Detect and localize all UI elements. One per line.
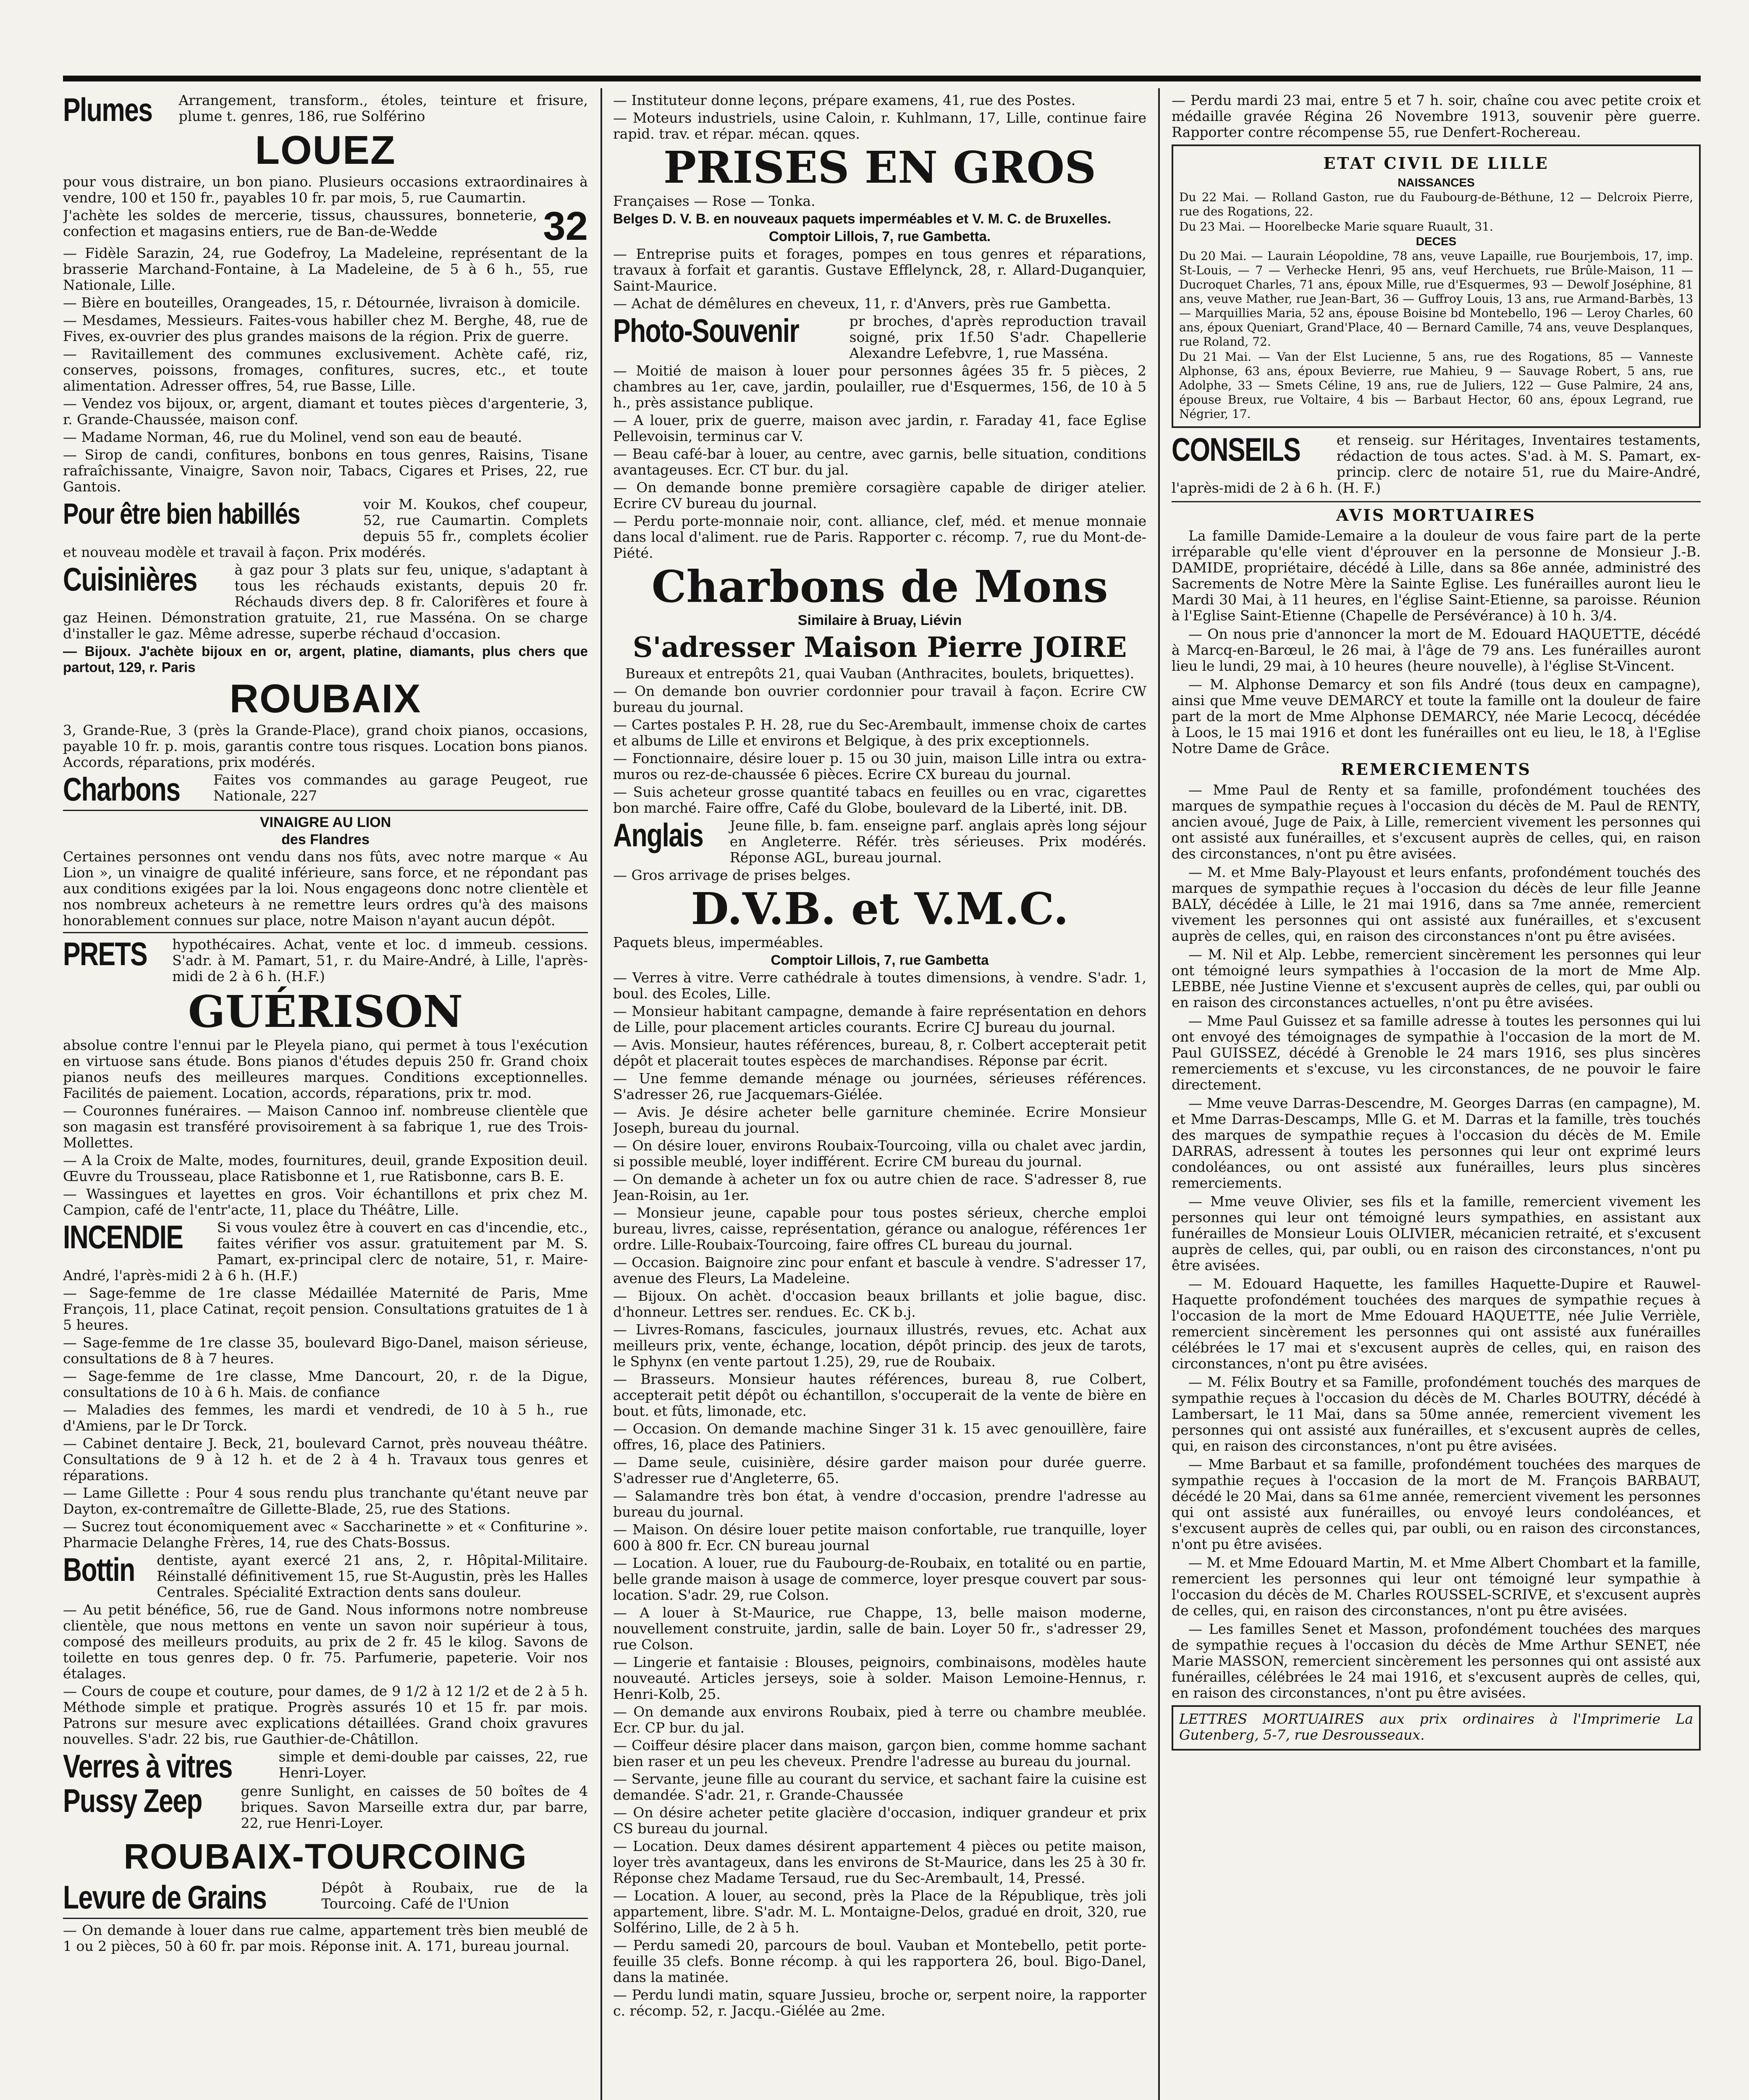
ad-sage2: — Sage-femme de 1re classe 35, boulevard Bigo-Danel, maison sérieuse, consultations de 8 à 7 heures. — [63, 1334, 588, 1367]
ad-salamandre: — Salamandre très bon état, à vendre d'occasion, prendre l'adresse au bureau du journal. — [613, 1488, 1146, 1520]
ad-conseils — [1172, 432, 1701, 498]
ad-moteurs: — Moteurs industriels, usine Caloin, r. Kuhlmann, 17, Lille, continue faire rapid. trav. et répar. mécan. qques. — [613, 110, 1146, 142]
ad-text: Jeune fille, b. fam. enseigne parf. anglais après long séjour en Angleterre. Référ. très sérieuses. Prix modérés. Réponse AGL, bureau journal. — [729, 817, 1146, 866]
ad-text: absolue contre l'ennui par le Pleyela piano, qui permet à tous l'exécution en virtuose sans étude. Bons pianos d'études depuis 250 fr. Grand choix pianos neufs des meilleures marques. Conditions exceptionnelles. Facilités de paiement. Location, accords, réparations, prix tr. mod. — [63, 1037, 588, 1101]
ad-avis: — Avis. Je désire acheter belle garniture cheminée. Ecrire Monsieur Joseph, bureau du journal. — [613, 1104, 1146, 1136]
ad-title: Plumes — [63, 92, 152, 128]
ad-text: Certaines personnes ont vendu dans nos fûts, avec notre marque « Au Lion », un vinaigre de qualité inférieure, sans force, et ne répondant pas aux conditions exigées par la loi. Nous engageons donc notre clientèle et nos nombreux acheteurs à ne remettre leurs ordres qu'à des maisons honorablement connues sur place, notre Maison n'ayant aucun dépôt. — [63, 848, 588, 929]
ad-sage1: — Sage-femme de 1re classe Médaillée Maternité de Paris, Mme François, 11, place Catinat, reçoit pension. Consultations gratuites de 1 à 5 heures. — [63, 1285, 588, 1333]
ad-entreprise: — Entreprise puits et forages, pompes en tous genres et réparations, travaux à forfait et garantis. Gustave Efflelynck, 28, r. Allard-Duganquier, Saint-Maurice. — [613, 246, 1146, 294]
ad-sirop: — Sirop de candi, confitures, bonbons en tous genres, Raisins, Tisane rafraîchissante, Vinaigre, Savon noir, Tabacs, Cigares et Prises, 22, rue Gantois. — [63, 446, 588, 495]
ad-title-prises: PRISES EN GROS — [663, 142, 1096, 193]
ad-dame: — Dame seule, cuisinière, désire garder maison pour durée guerre. S'adresser rue d'Angleterre, 65. — [613, 1454, 1146, 1486]
ad-plumes — [63, 92, 588, 127]
ad-text: hypothécaires. Achat, vente et loc. d immeub. cessions. S'adr. à M. Pamart, 51, r. du Maire-André, à Lille, l'après-midi de 2 à 6 h. (H.F.) — [172, 936, 588, 984]
remerciement-entry: — M. Nil et Alp. Lebbe, remercient sincèrement les personnes qui leur ont témoigné leurs sympathies à l'occasion de la mort de Mme Alp. LEBBE, née Justine Vienne et s'excusent auprès de celles, qui, par oubli ou en raison des circonstances actuelles, n'ont pu être avisées. — [1172, 946, 1701, 1011]
ad-title: INCENDIE — [63, 1218, 183, 1255]
ad-benefice: — Au petit bénéfice, 56, rue de Gand. Nous informons notre nombreuse clientèle, que nous mettons en vente un savon noir supérieur à tous, composé des meilleurs produits, au prix de 2 fr. 45 le kilog. Savons de toilette en tous genres dep. 0 fr. 75. Parfumerie, papeterie. Voir nos étalages. — [63, 1601, 588, 1682]
ad-text: voir M. Koukos, chef coupeur, 52, rue Caumartin. Complets depuis 55 fr., complets écolier et nouveau modèle et travail à façon. Prix modérés. — [63, 496, 588, 560]
ad-title: Cuisinières — [63, 561, 197, 598]
ad-title: CONSEILS — [1172, 431, 1301, 468]
top-rule — [63, 76, 1701, 81]
ad-bijoux: — Bijoux. J'achète bijoux en or, argent, platine, diamants, plus chers que partout, 129, r. Paris — [63, 643, 588, 675]
ad-second: — Location. A louer, au second, près la Place de la République, très joli appartement, libre. S'adr. M. L. Montaigne-Delos, gradué en droit, 320, rue Solférino, Lille, de 2 à 5 h. — [613, 1887, 1146, 1936]
divider — [63, 810, 588, 811]
ad-soldes — [63, 204, 588, 249]
ad-norman: — Madame Norman, 46, rue du Molinel, vend son eau de beauté. — [63, 429, 522, 445]
ad-perdu-mardi: — Perdu mardi 23 mai, entre 5 et 7 h. soir, chaîne cou avec petite croix et médaille gravée Régina 26 Novembre 1913, souvenir père guerre. Rapporter contre récompense 55, rue Denfert-Rochereau. — [1172, 92, 1701, 140]
ad-verres-vitre: — Verres à vitre. Verre cathédrale à toutes dimensions, à vendre. S'adr. 1, boul. des Ecoles, Lille. — [613, 969, 1146, 1002]
ad-demande-louer: — On demande à louer dans rue calme, appartement très bien meublé de 1 ou 2 pièces, 50 à 60 fr. par mois. Réponse init. A. 171, bureau journal. — [63, 1922, 588, 1954]
remerciement-entry: — Mme Barbaut et sa famille, profondément touchées des marques de sympathie reçues à l'occasion de la mort de M. François BARBAUT, décédé le 20 Mai, dans sa 61me année, remercient vivement les personnes qui ont assisté aux funérailles, ou envoyé leurs condoléances, et s'excusent auprès de celles qui, par oubli, ou en raison des circonstances, n'ont pu être avisées. — [1172, 1456, 1701, 1552]
ad-wassingues: — Wassingues et layettes en gros. Voir échantillons et prix chez M. Campion, café de l'entr'acte, 11, place du Théâtre, Lille. — [63, 1186, 588, 1218]
ad-text: dentiste, ayant exercé 21 ans, 2, r. Hôpital-Militaire. Réinstallé définitivement 15, rue St-Augustin, près les Halles Centrales. Spécialité Extraction dents sans douleur. — [157, 1552, 588, 1600]
ad-verres — [63, 1749, 588, 1783]
ad-couronnes: — Couronnes funéraires. — Maison Cannoo inf. nombreuse clientèle que son magasin est transféré provisoirement à sa fabrique 1, rue des Trois-Mollettes. — [63, 1102, 588, 1151]
remerciement-entry: — Mme Paul Guissez et sa famille adresse à toutes les personnes qui lui ont envoyé des témoignages de sympathie à l'occasion de la mort de M. Paul GUISSEZ, décédé à Grenoble le 24 mars 1916, ses plus sincères remerciements et s'excuse, vu les circonstances, de ne pouvoir le faire directement. — [1172, 1013, 1701, 1093]
ad-tabacs: — Suis acheteur grosse quantité tabacs en feuilles ou en vrac, cigarettes bon marché. Faire offre, Café du Globe, boulevard de la Liberté, init. DB. — [613, 784, 1146, 816]
remerciement-entry: — M. et Mme Baly-Playoust et leurs enfants, profondément touchés des marques de sympathie reçues à l'occasion du décès de leur fille Jeanne BALY, décédée à Lille, le 21 mai 1916, dans sa 7me année, remercient vivement les personnes qui ont assisté aux funérailles, et s'excusent auprès de celles, qui, en raison des circonstances n'ont pu être avisées. — [1172, 864, 1701, 944]
ad-corsagiere: — On demande bonne première corsagière capable de diriger atelier. Ecrire CV bureau du journal. — [613, 479, 1146, 512]
ad-text: Bureaux et entrepôts 21, quai Vauban (Anthracites, boulets, briquettes). — [625, 665, 1135, 682]
etat-civil-title: ETAT CIVIL DE LILLE — [1323, 154, 1549, 173]
ad-text: à gaz pour 3 plats sur feu, unique, s'adaptant à tous les réchauds existants, depuis 20 fr. Réchauds divers dep. 8 fr. Calorifères et foure à gaz Heinen. Démonstration gratuite, 21, rue Masséna. On se charge d'installer le gaz. Même adresse, superbe réchaud d'occasion. — [63, 562, 588, 642]
ad-lingerie: — Lingerie et fantaisie : Blouses, peignoirs, combinaisons, modèles haute nouveauté. Articles jerseys, soie à solder. Maison Lemoine-Hennus, r. Henri-Kolb, 25. — [613, 1654, 1146, 1702]
ad-perdu-lundi: — Perdu lundi matin, square Jussieu, broche or, serpent noire, la rapporter c. récomp. 52, r. Jacqu.-Giélée au 2me. — [613, 1987, 1146, 2019]
ad-gros-prises: — Gros arrivage de prises belges. — [613, 867, 851, 883]
ad-fonctionnaire: — Fonctionnaire, désire louer p. 15 ou 30 juin, maison Lille intra ou extra-muros ou rez-de-chaussée 6 pièces. Ecrire CX bureau du journal. — [613, 750, 1146, 782]
deces-heading: DECES — [1416, 235, 1457, 248]
avis-mortuaires-title: AVIS MORTUAIRES — [1336, 506, 1537, 525]
ad-title-roubaix-tourcoing: ROUBAIX-TOURCOING — [123, 1837, 527, 1876]
ad-photo — [613, 313, 1146, 363]
ad-text: pour vous distraire, un bon piano. Plusieurs occasions extraordinaires à vendre, 100 et 150 fr., payables 10 fr. par mois, 5, rue Caumartin. — [63, 173, 588, 206]
deces-entry: Du 21 Mai. — Van der Elst Lucienne, 5 ans, rue des Rogations, 85 — Vanneste Alphonse, 63 ans, époux Bevierre, rue Mahieu, 9 — Sauvage Robert, 5 ans, rue Adolphe, 33 — Smets Céline, 19 ans, rue de Juliers, 122 — Guse Palmire, 24 ans, épouse Breux, rue Voltaire, 4 bis — Barbaut Hector, 60 ans, époux Legrand, rue Négrier, 17. — [1179, 350, 1693, 421]
ad-title: Anglais — [613, 816, 703, 853]
ad-number: 32 — [543, 204, 588, 249]
ad-text: Paquets bleus, imperméables. — [613, 934, 823, 950]
ad-title: Pussy Zeep — [63, 1782, 202, 1819]
ad-cordonnier: — On demande bon ouvrier cordonnier pour travail à façon. Ecrire CW bureau du journal. — [613, 683, 1146, 715]
remerciement-entry: — Mme veuve Olivier, ses fils et la famille, remercient vivement les personnes qui leur ont témoigné leurs sympathies, en assistant aux funérailles de Monsieur Louis OLIVIER, mécanicien retraité, et s'excusent auprès de celles, qui, par oubli, ou en raison des circonstances, n'ont pu être avisées. — [1172, 1193, 1701, 1273]
remerciement-entry: — Mme Paul de Renty et sa famille, profondément touchées des marques de sympathie reçues à l'occasion du décès de M. Paul de RENTY, ancien avoué, Juge de Paix, à Lille, remercient vivement les personnes qui ont assisté aux funérailles, et s'excusent auprès de celles, qui, en raison des circonstances, n'ont pu être avisées. — [1172, 782, 1701, 862]
ad-text: simple et demi-double par caisses, 22, rue Henri-Loyer. — [278, 1748, 588, 1781]
ad-servante: — Servante, jeune fille au courant du service, et sachant faire la cuisine est demandée. S'adr. 21, r. Grande-Chaussée — [613, 1771, 1146, 1803]
ad-text: et renseig. sur Héritages, Inventaires testaments, rédaction de tous actes. S'ad. à M. S. Pamart, ex-princip. clerc de notaire 51, rue du Maire-André, l'après-midi de 2 à 6 h. (H. F.) — [1172, 432, 1701, 496]
ad-singer: — Occasion. On demande machine Singer 31 k. 15 avec genouillère, faire offres, 16, place des Patiniers. — [613, 1420, 1146, 1453]
column-1 — [63, 92, 588, 2100]
ad-title-vinaigre: VINAIGRE AU LION — [260, 814, 391, 830]
ad-mesdames: — Mesdames, Messieurs. Faites-vous habiller chez M. Berghe, 48, rue de Fives, ex-ouvrier des plus grandes maisons de la région. Prix de guerre. — [63, 312, 588, 344]
ad-sub-vinaigre: des Flandres — [281, 832, 370, 848]
ad-title-dvb: D.V.B. et V.M.C. — [691, 883, 1069, 934]
remerciement-entry: — Mme veuve Darras-Descendre, M. Georges Darras (en campagne), M. et Mme Darras-Descamps, Mlle G. et M. Darras et la famille, très touchés des marques de sympathie reçues à l'occasion du décès de M. Emile DARRAS, adressent à toutes les personnes qui leur ont exprimé leurs condoléances, ou ont assisté aux funérailles, leurs plus sincères remerciements. — [1172, 1095, 1701, 1191]
ad-lame: — Lame Gillette : Pour 4 sous rendu plus tranchante qu'étant neuve par Dayton, ex-contremaître de Gillette-Blade, 25, rue des Stations. — [63, 1485, 588, 1517]
naissances-entry: Du 22 Mai. — Rolland Gaston, rue du Faubourg-de-Béthune, 12 — Delcroix Pierre, rue des Rogations, 22. — [1179, 190, 1693, 218]
ad-demelures: — Achat de démêlures en cheveux, 11, r. d'Anvers, près rue Gambetta. — [613, 295, 1112, 312]
ad-comptoir: Comptoir Lillois, 7, rue Gambetta. — [768, 228, 991, 244]
naissances-entry: Du 23 Mai. — Hoorelbecke Marie square Ruault, 31. — [1179, 220, 1494, 234]
etat-civil-box — [1172, 144, 1701, 428]
ad-biere: — Bière en bouteilles, Orangeades, 15, r. Détournée, livraison à domicile. — [63, 294, 581, 311]
ad-porte-monnaie: — Perdu porte-monnaie noir, cont. alliance, clef, méd. et menue monnaie dans local d'aliment. rue de Paris. Rapporter c. récomp. 7, rue du Mont-de-Piété. — [613, 513, 1146, 561]
divider — [1172, 501, 1701, 502]
ad-title: Charbons — [63, 771, 180, 808]
ad-belges: Belges D. V. B. en nouveaux paquets imperméables et V. M. C. de Bruxelles. — [613, 211, 1111, 226]
ad-sage3: — Sage-femme de 1re classe, Mme Dancourt, 20, r. de la Digue, consultations de 10 à 6 h. Mais. de confiance — [63, 1368, 588, 1400]
ad-text: Arrangement, transform., étoles, teinture et frisure, plume t. genres, 186, rue Solférino — [178, 92, 588, 124]
ad-desire-louer: — On désire louer, environs Roubaix-Tourcoing, villa ou chalet avec jardin, si possible meublé, loyer indifférent. Ecrire CM bureau du journal. — [613, 1137, 1146, 1170]
ad-text: Faites vos commandes au garage Peugeot, rue Nationale, 227 — [213, 772, 588, 804]
avis-entry: La famille Damide-Lemaire a la douleur de vous faire part de la perte irréparable qu'elle vient d'éprouver en la personne de Monsieur J.-B. DAMIDE, propriétaire, décédé à Lille, dans sa 86e année, administré des Sacrements de Notre Mère la Sainte Eglise. Les funérailles auront lieu le Mardi 30 Mai, à 11 heures, en l'église Saint-Etienne, sa paroisse. Réunion à l'Eglise Saint-Etienne (Chapelle de Persévérance) à 10 h. 3/4. — [1172, 528, 1701, 624]
column-2 — [613, 92, 1146, 2100]
ad-femme: — Une femme demande ménage ou journées, sérieuses références. S'adresser 26, rue Jacquemars-Giélée. — [613, 1070, 1146, 1102]
naissances-heading: NAISSANCES — [1398, 176, 1475, 189]
ad-glaciere: — On désire acheter petite glacière d'occasion, indiquer grandeur et prix CS bureau du journal. — [613, 1804, 1146, 1837]
remerciements-title: REMERCIEMENTS — [1341, 760, 1531, 779]
ad-title-roubaix: ROUBAIX — [229, 676, 422, 721]
lettres-mortuaires-box — [1172, 1705, 1701, 1751]
ad-bijoux: — Bijoux. On achèt. d'occasion beaux brillants et jolie bague, disc. d'honneur. Lettres ser. rendues. Ec. CK b.j. — [613, 1288, 1146, 1320]
ad-title: Pour être bien habillés — [63, 497, 300, 530]
ad-levure — [63, 1880, 588, 1914]
ad-croix-malte: — A la Croix de Malte, modes, fournitures, deuil, grande Exposition deuil. Œuvre du Trousseau, place Ratisbonne et 1, rue Ratisbonne, cars B. E. — [63, 1152, 588, 1184]
remerciement-entry: — M. Edouard Haquette, les familles Haquette-Dupire et Rauwel-Haquette profondément touchées des marques de sympathie reçues à l'occasion de la mort de Mme Edouard HAQUETTE, née Julie Verrièle, remercient sincèrement les personnes qui ont assisté aux funérailles célébrées le 17 mai et s'excusent auprès de celles, qui, en raison des circonstances, n'ont pu être avisées. — [1172, 1276, 1701, 1372]
ad-habilles — [63, 496, 588, 562]
ad-location2: — Location. Deux dames désirent appartement 4 pièces ou petite maison, loyer très avantageux, dans les environs de St-Maurice, dans les 25 à 30 fr. Réponse chez Madame Tersaud, rue du Sec-Arembault, 14, Pressé. — [613, 1838, 1146, 1886]
ad-title: PRETS — [63, 935, 147, 972]
remerciement-entry: — M. Félix Boutry et sa Famille, profondément touchés des marques de sympathie reçues à l'occasion du décès de M. Charles BOUTRY, décédé à Lambersart, le 11 Mai, dans sa 50me année, remercient vivement les personnes qui ont assisté aux funérailles, et s'excusent auprès de celles, qui, en raison des circonstances, n'ont pu être avisées. — [1172, 1374, 1701, 1454]
ad-cabinet: — Cabinet dentaire J. Beck, 21, boulevard Carnot, près nouveau théâtre. Consultations de 9 à 12 h. et de 2 à 4 h. Travaux tous genres et réparations. — [63, 1435, 588, 1483]
remerciement-entry: — M. et Mme Edouard Martin, M. et Mme Albert Chombart et la famille, remercient les personnes qui leur ont témoigné leur sympathie à l'occasion du décès de M. Charles ROUSSEL-SCRIVE, et s'excusent auprès de celles, qui, en raison des circonstances, n'ont pu être avisées. — [1172, 1554, 1701, 1619]
ad-title: Verres à vitres — [63, 1748, 232, 1785]
ad-pussy — [63, 1783, 588, 1833]
ad-text: J'achète les soldes de mercerie, tissus, chaussures, bonneterie, confection et magasins entiers, rue de Ban-de-Wedde — [63, 207, 538, 239]
ad-coiffeur: — Coiffeur désire placer dans maison, garçon bien, comme homme sachant bien raser et un peu les cheveux. Prendre l'adresse au bureau du journal. — [613, 1737, 1146, 1769]
ad-monsieur-jeune: — Monsieur jeune, capable pour tous postes sérieux, cherche emploi bureau, livres, caisse, représentation, gérance ou analogue, références 1er ordre. Lille-Roubaix-Tourcoing, faire offres CL bureau du journal. — [613, 1205, 1146, 1253]
ad-anglais — [613, 818, 1146, 867]
ad-bottin — [63, 1552, 588, 1602]
ad-title-louez: LOUEZ — [255, 128, 396, 173]
ad-text: Dépôt à Roubaix, rue de la Tourcoing. Café de l'Union — [321, 1880, 588, 1912]
ad-sub: Similaire à Bruay, Liévin — [797, 612, 962, 628]
ad-title-joire: S'adresser Maison Pierre JOIRE — [632, 631, 1127, 664]
ad-title-guerison: GUÉRISON — [188, 986, 463, 1037]
ad-moitie: — Moitié de maison à louer pour personnes âgées 35 fr. 5 pièces, 2 chambres au 1er, cave, jardin, poulailler, rue d'Esquermes, 156, de 10 à 5 h., près assistance publique. — [613, 362, 1146, 411]
lettres-mortuaires-text: LETTRES MORTUAIRES aux prix ordinaires à l'Imprimerie La Gutenberg, 5-7, rue Desrousseaux. — [1179, 1711, 1693, 1743]
ad-st-maurice: — A louer à St-Maurice, rue Chappe, 13, belle maison moderne, nouvellement construite, jardin, salle de bain. Loyer 50 fr., s'adresser 29, rue Colson. — [613, 1604, 1146, 1653]
ad-baignoire: — Occasion. Baignoire zinc pour enfant et bascule à vendre. S'adresser 17, avenue des Fleurs, La Madeleine. — [613, 1254, 1146, 1286]
ad-title: Photo-Souvenir — [613, 312, 799, 349]
ad-prets — [63, 937, 588, 986]
ad-monsieur: — Monsieur habitant campagne, demande à faire représentation en dehors de Lille, pour placement articles courants. Ecrire CJ bureau du journal. — [613, 1003, 1146, 1035]
ad-text: Si vous voulez être à couvert en cas d'incendie, etc., faites vérifier vos assur. gratuitement par M. S. Pamart, ex-principal clerc de notaire, 51, r. Maire-André, l'après-midi 2 à 6 h. (H.F.) — [63, 1219, 588, 1284]
ad-title-charbons-mons: Charbons de Mons — [651, 561, 1108, 612]
ad-fidele: — Fidèle Sarazin, 24, rue Godefroy, La Madeleine, représentant de la brasserie Marchand-Fontaine, à La Madeleine, de 5 à 6 h., 55, rue Nationale, Lille. — [63, 245, 588, 293]
ad-vendez: — Vendez vos bijoux, or, argent, diamant et toutes pièces d'argenterie, 3, r. Grande-Chaussée, maison conf. — [63, 395, 588, 428]
column-rule — [600, 88, 602, 2100]
ad-title: Levure de Grains — [63, 1879, 267, 1916]
column-rule — [1158, 88, 1160, 2100]
ad-text: 3, Grande-Rue, 3 (près la Grande-Place), grand choix pianos, occasions, payable 10 fr. p. mois, garantis contre tous risques. Location bons pianos. Accords, réparations, prix modérés. — [63, 722, 588, 770]
remerciement-entry: — Les familles Senet et Masson, profondément touchées des marques de sympathie reçues à l'occasion du décès de Mme Arthur SENET, née Marie MASSON, remercient sincèrement les personnes qui ont assisté aux funérailles, célébrées le 24 mai 1916, et s'excusent auprès de celles, qui, en raison des circonstances, n'ont pu être avisées. — [1172, 1621, 1701, 1701]
ad-entremise: — On demande aux environs Roubaix, pied à terre ou chambre meublée. Ecr. CP bur. du jal. — [613, 1704, 1146, 1736]
ad-comptoir: Comptoir Lillois, 7, rue Gambetta — [771, 952, 989, 968]
ad-text: genre Sunlight, en caisses de 50 boîtes de 4 briques. Savon Marseille extra dur, par barre, 22, rue Henri-Loyer. — [241, 1783, 588, 1831]
ad-brasseurs: — Brasseurs. Monsieur hautes références, bureau 8, rue Colbert, accepterait petit dépôt ou échantillon, s'occuperait de la vente de bière en bout. et fûts, limonade, etc. — [613, 1371, 1146, 1419]
ad-maladies: — Maladies des femmes, les mardi et vendredi, de 10 à 5 h., rue d'Amiens, par le Dr Torck. — [63, 1402, 588, 1434]
ad-cartes: — Cartes postales P. H. 28, rue du Sec-Arembault, immense choix de cartes et albums de Lille et environs et Belgique, à des prix exceptionnels. — [613, 717, 1146, 749]
ad-fox: — On demande à acheter un fox ou autre chien de race. S'adresser 8, rue Jean-Roisin, au 1er. — [613, 1171, 1146, 1203]
ad-ravitaillement: — Ravitaillement des communes exclusivement. Achète café, riz, conserves, poissons, fromages, confitures, sucres, etc., et toute alimentation. Adresser offres, 54, rue Basse, Lille. — [63, 346, 588, 394]
ad-sucrez: — Sucrez tout économiquement avec « Saccharinette » et « Confiturine ». Pharmacie Delanghe Frères, 14, rue des Chats-Bossus. — [63, 1518, 588, 1551]
ad-beau-cafe: — Beau café-bar à louer, au centre, avec garnis, belle situation, conditions avantageuses. Ecr. CT bur. du jal. — [613, 446, 1146, 478]
avis-entry: — M. Alphonse Demarcy et son fils André (tous deux en campagne), ainsi que Mme veuve DEMARCY et toute la famille ont la douleur de faire part de la mort de Mme Alphonse DEMARCY, née Marie Lecocq, décédée à Loos, le 15 mai 1916 et dont les funérailles ont eu lieu, le 18, à l'Eglise Notre Dame de Grâce. — [1172, 676, 1701, 756]
divider — [63, 932, 588, 933]
ad-livres: — Livres-Romans, fascicules, journaux illustrés, revues, etc. Achat aux meilleurs prix, vente, échange, location, dépôt princip. des jeux de tarots, le Sphynx (en vente partout 1.25), 29, rue de Roubaix. — [613, 1321, 1146, 1370]
ad-title: Bottin — [63, 1551, 135, 1588]
ad-maison: — Maison. On désire louer petite maison confortable, rue tranquille, loyer 600 à 800 fr. Ecr. CN bureau journal — [613, 1521, 1146, 1554]
ad-alouer: — A louer, prix de guerre, maison avec jardin, r. Faraday 41, face Eglise Pellevoisin, terminus car V. — [613, 412, 1146, 444]
ad-perdu-samedi: — Perdu samedi 20, parcours de boul. Vauban et Montebello, petit porte-feuille 35 clefs. Bonne récomp. à qui les rapportera 26, boul. Bigo-Danel, dans la matinée. — [613, 1937, 1146, 1985]
ad-location: — Location. A louer, rue du Faubourg-de-Roubaix, en totalité ou en partie, belle grande maison à usage de commerce, loyer presque couvert par sous-location. S'adr. 29, rue Colson. — [613, 1555, 1146, 1603]
ad-cours: — Cours de coupe et couture, pour dames, de 9 1/2 à 12 1/2 et de 2 à 5 h. Méthode simple et pratique. Progrès assurés 10 et 15 fr. par mois. Patrons sur mesure avec explications détaillées. Grand choix gravures nouvelles. S'adr. 22 bis, rue Gauthier-de-Châtillon. — [63, 1683, 588, 1747]
ad-charbons — [63, 772, 588, 806]
divider — [63, 1918, 588, 1919]
ad-text: pr broches, d'après reproduction travail soigné, prix 1f.50 S'adr. Chapellerie Alexandre Lefebvre, 1, rue Masséna. — [849, 313, 1146, 361]
deces-entry: Du 20 Mai. — Laurain Léopoldine, 78 ans, veuve Lapaille, rue Bourjembois, 17, imp. St-Louis, — 7 — Verhecke Henri, 95 ans, veuf Herchuets, rue Brûle-Maison, 11 — Ducroquet Charles, 71 ans, époux Mille, rue d'Esquermes, 93 — Dewolf Joséphine, 81 ans, veuve Mather, rue Jean-Bart, 36 — Guffroy Louis, 13 ans, rue Armand-Barbès, 13 — Marquillies Maria, 52 ans, épouse Boisine bd Montebello, 196 — Leroy Charles, 60 ans, époux Queniart, Grand'Place, 40 — Bernard Camille, 74 ans, veuve Desplanques, rue Roland, 72. — [1179, 249, 1693, 349]
newspaper-page — [63, 76, 1701, 2100]
ad-cuisinieres — [63, 562, 588, 643]
ad-instituteur: — Instituteur donne leçons, prépare examens, 41, rue des Postes. — [613, 92, 1076, 108]
avis-entry: — On nous prie d'annoncer la mort de M. Edouard HAQUETTE, décédé à Marcq-en-Barœul, le 26 mai, à l'âge de 79 ans. Les funérailles auront lieu le lundi, 29 mai, à 10 heures (heure nouvelle), à l'église St-Vincent. — [1172, 626, 1701, 674]
column-3 — [1172, 92, 1701, 2100]
ad-avis: — Avis. Monsieur, hautes références, bureau, 8, r. Colbert accepterait petit dépôt et placerait toutes espèces de marchandises. Réponse par écrit. — [613, 1037, 1146, 1069]
ad-text: Françaises — Rose — Tonka. — [613, 193, 816, 209]
ad-incendie — [63, 1220, 588, 1285]
